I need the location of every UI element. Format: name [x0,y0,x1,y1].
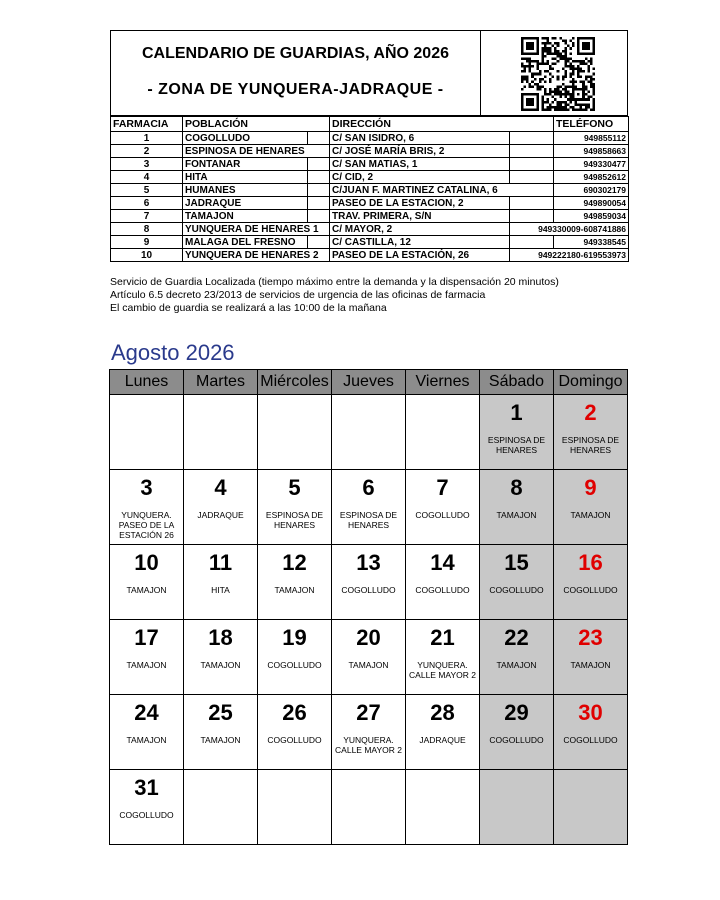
calendar-day-cell [110,470,184,545]
pharmacy-spacer [308,184,330,197]
duty-pharmacy: ESPINOSA DE HENARES [487,435,546,455]
duty-pharmacy: JADRAQUE [197,510,244,520]
calendar-week-row [110,545,628,620]
day-number: 31 [134,775,159,800]
pharmacy-spacer [308,132,330,145]
calendar-day-cell [406,695,480,770]
weekday-header: Sábado [480,370,554,395]
pharmacy-row [111,249,629,262]
duty-pharmacy: TAMAJON [126,585,167,595]
col-poblacion: POBLACIÓN [183,117,330,132]
pharmacy-spacer [510,132,554,145]
pharmacy-number: 1 [111,132,183,145]
duty-pharmacy: TAMAJON [126,660,167,670]
calendar-day-cell [406,545,480,620]
calendar-week-row [110,620,628,695]
duty-pharmacy: YUNQUERA. CALLE MAYOR 2 [335,735,402,755]
calendar-day-cell [554,545,628,620]
pharmacy-number: 4 [111,171,183,184]
pharmacy-phone: 949330009-608741886 [510,223,629,236]
pharmacy-spacer [510,236,554,249]
notes [110,276,559,315]
duty-pharmacy: COGOLLUDO [489,735,544,745]
calendar-body [110,395,628,845]
calendar-day-cell [258,545,332,620]
pharmacy-town: FONTANAR [183,158,308,171]
duty-pharmacy: COGOLLUDO [119,810,174,820]
pharmacy-spacer [510,171,554,184]
calendar-day-cell [480,395,554,470]
duty-pharmacy: TAMAJON [200,735,241,745]
col-telefono: TELÉFONO [554,117,629,132]
weekday-header: Domingo [554,370,628,395]
day-number: 25 [208,700,233,725]
duty-pharmacy: HITA [211,585,230,595]
duty-pharmacy: TAMAJON [496,660,537,670]
day-number: 9 [584,475,597,500]
pharmacy-row [111,184,629,197]
calendar-day-cell [480,470,554,545]
duty-pharmacy: COGOLLUDO [415,510,470,520]
pharmacy-phone: 949859034 [554,210,629,223]
duty-pharmacy: COGOLLUDO [341,585,396,595]
header-box [110,30,628,116]
pharmacy-row [111,171,629,184]
pharmacy-town: COGOLLUDO [183,132,308,145]
day-number: 16 [578,550,603,575]
pharmacy-table [110,116,629,262]
calendar-day-cell [332,695,406,770]
qr-code-icon [517,37,599,111]
day-number: 22 [504,625,529,650]
pharmacy-row [111,210,629,223]
day-number: 21 [430,625,455,650]
day-number: 12 [282,550,307,575]
duty-pharmacy: COGOLLUDO [563,585,618,595]
day-number: 7 [436,475,449,500]
calendar-day-cell [554,395,628,470]
calendar-day-cell [554,695,628,770]
day-number: 20 [356,625,381,650]
day-number: 6 [362,475,375,500]
day-number: 1 [510,400,523,425]
duty-pharmacy: COGOLLUDO [489,585,544,595]
duty-pharmacy: ESPINOSA DE HENARES [265,510,324,530]
duty-pharmacy: COGOLLUDO [267,660,322,670]
day-number: 15 [504,550,529,575]
pharmacy-number: 2 [111,145,183,158]
calendar-week-row [110,695,628,770]
duty-pharmacy: ESPINOSA DE HENARES [339,510,398,530]
pharmacy-row [111,236,629,249]
pharmacy-number: 9 [111,236,183,249]
duty-pharmacy: TAMAJON [570,660,611,670]
calendar-day-cell [110,695,184,770]
pharmacy-spacer [510,145,554,158]
zone-subtitle: - ZONA DE YUNQUERA-JADRAQUE - [147,81,444,98]
weekday-header: Viernes [406,370,480,395]
header-text [111,31,481,115]
pharmacy-address: C/ MAYOR, 2 [330,223,510,236]
calendar-day-cell [480,695,554,770]
day-number: 8 [510,475,523,500]
calendar-day-cell [184,620,258,695]
day-number: 19 [282,625,307,650]
pharmacy-phone: 949890054 [554,197,629,210]
month-title: Agosto 2026 [111,340,235,365]
calendar-day-cell [110,770,184,845]
pharmacy-spacer [308,158,330,171]
pharmacy-town: HUMANES [183,184,308,197]
pharmacy-phone: 949855112 [554,132,629,145]
calendar-empty-cell [258,770,332,845]
duty-pharmacy: TAMAJON [570,510,611,520]
calendar-day-cell [554,470,628,545]
calendar-empty-cell [554,770,628,845]
duty-pharmacy: YUNQUERA. CALLE MAYOR 2 [409,660,476,680]
pharmacy-town: JADRAQUE [183,197,308,210]
calendar-empty-cell [406,395,480,470]
note-line: Servicio de Guardia Localizada (tiempo máximo entre la demanda y la dispensación 20 minutos) [110,276,559,288]
calendar-day-cell [258,695,332,770]
calendar-day-cell [332,620,406,695]
duty-pharmacy: TAMAJON [126,735,167,745]
pharmacy-address: PASEO DE LA ESTACION, 2 [330,197,510,210]
pharmacy-address: C/ SAN ISIDRO, 6 [330,132,510,145]
calendar-day-cell [258,620,332,695]
pharmacy-spacer [308,236,330,249]
pharmacy-number: 5 [111,184,183,197]
pharmacy-spacer [510,158,554,171]
calendar-empty-cell [332,395,406,470]
duty-pharmacy: YUNQUERA. PASEO DE LA ESTACIÓN 26 [118,510,175,540]
pharmacy-number: 6 [111,197,183,210]
calendar-day-cell [480,545,554,620]
pharmacy-spacer [308,197,330,210]
day-number: 10 [134,550,159,575]
pharmacy-phone: 949222180-619553973 [510,249,629,262]
day-number: 13 [356,550,381,575]
pharmacy-town: HITA [183,171,308,184]
duty-pharmacy: TAMAJON [348,660,389,670]
calendar-title: CALENDARIO DE GUARDIAS, AÑO 2026 [141,45,449,62]
day-number: 3 [140,475,153,500]
col-direccion: DIRECCIÓN [330,117,554,132]
day-number: 5 [288,475,301,500]
pharmacy-phone: 949858663 [554,145,629,158]
calendar-empty-cell [184,395,258,470]
weekday-header: Lunes [110,370,184,395]
calendar-empty-cell [406,770,480,845]
pharmacy-town: TAMAJON [183,210,308,223]
day-number: 23 [578,625,603,650]
pharmacy-town: YUNQUERA DE HENARES 1 [183,223,330,236]
duty-pharmacy: COGOLLUDO [415,585,470,595]
day-number: 17 [134,625,159,650]
calendar-day-cell [554,620,628,695]
calendar-day-cell [110,545,184,620]
calendar-day-cell [406,470,480,545]
pharmacy-spacer [308,210,330,223]
duty-pharmacy: JADRAQUE [419,735,466,745]
calendar-day-cell [110,620,184,695]
pharmacy-address: C/JUAN F. MARTINEZ CATALINA, 6 [330,184,554,197]
calendar-empty-cell [480,770,554,845]
pharmacy-number: 3 [111,158,183,171]
day-number: 18 [208,625,233,650]
day-number: 14 [430,550,455,575]
calendar-day-cell [480,620,554,695]
weekday-header: Martes [184,370,258,395]
calendar-day-cell [184,470,258,545]
pharmacy-number: 8 [111,223,183,236]
pharmacy-phone: 690302179 [554,184,629,197]
day-number: 27 [356,700,381,725]
pharmacy-row [111,158,629,171]
pharmacy-row [111,223,629,236]
day-number: 28 [430,700,455,725]
calendar-grid [109,369,628,845]
day-number: 26 [282,700,307,725]
day-number: 11 [208,550,233,575]
pharmacy-table-header [111,117,629,132]
pharmacy-town: ESPINOSA DE HENARES [183,145,330,158]
duty-pharmacy: ESPINOSA DE HENARES [561,435,620,455]
calendar-week-row [110,395,628,470]
pharmacy-row [111,197,629,210]
calendar-empty-cell [184,770,258,845]
day-number: 29 [504,700,529,725]
calendar-week-row [110,770,628,845]
calendar-empty-cell [258,395,332,470]
pharmacy-address: PASEO DE LA ESTACIÓN, 26 [330,249,510,262]
calendar-day-cell [184,695,258,770]
pharmacy-address: C/ JOSÉ MARÍA BRIS, 2 [330,145,510,158]
day-number: 30 [578,700,603,725]
weekday-header: Miércoles [258,370,332,395]
calendar-day-cell [258,470,332,545]
weekday-header: Jueves [332,370,406,395]
duty-pharmacy: TAMAJON [274,585,315,595]
pharmacy-row [111,145,629,158]
pharmacy-number: 7 [111,210,183,223]
pharmacy-number: 10 [111,249,183,262]
duty-pharmacy: COGOLLUDO [267,735,322,745]
day-number: 24 [134,700,159,725]
col-farmacia: FARMACIA [111,117,183,132]
calendar-day-cell [406,620,480,695]
pharmacy-address: C/ SAN MATIAS, 1 [330,158,510,171]
day-number: 4 [214,475,227,500]
pharmacy-phone: 949338545 [554,236,629,249]
duty-pharmacy: TAMAJON [200,660,241,670]
duty-pharmacy: COGOLLUDO [563,735,618,745]
pharmacy-spacer [308,171,330,184]
note-line: El cambio de guardia se realizará a las 10:00 de la mañana [110,302,387,314]
pharmacy-address: TRAV. PRIMERA, S/N [330,210,510,223]
weekday-header-row [110,370,628,395]
duty-pharmacy: TAMAJON [496,510,537,520]
pharmacy-phone: 949330477 [554,158,629,171]
pharmacy-table-body [111,132,629,262]
calendar-day-cell [332,545,406,620]
pharmacy-spacer [510,210,554,223]
calendar-week-row [110,470,628,545]
pharmacy-town: MALAGA DEL FRESNO [183,236,308,249]
calendar-day-cell [332,470,406,545]
day-number: 2 [584,400,597,425]
calendar-empty-cell [110,395,184,470]
calendar-day-cell [184,545,258,620]
pharmacy-address: C/ CID, 2 [330,171,510,184]
note-line: Artículo 6.5 decreto 23/2013 de servicios de urgencia de las oficinas de farmacia [110,289,486,301]
pharmacy-address: C/ CASTILLA, 12 [330,236,510,249]
pharmacy-spacer [510,197,554,210]
pharmacy-town: YUNQUERA DE HENARES 2 [183,249,330,262]
pharmacy-phone: 949852612 [554,171,629,184]
calendar-empty-cell [332,770,406,845]
pharmacy-row [111,132,629,145]
